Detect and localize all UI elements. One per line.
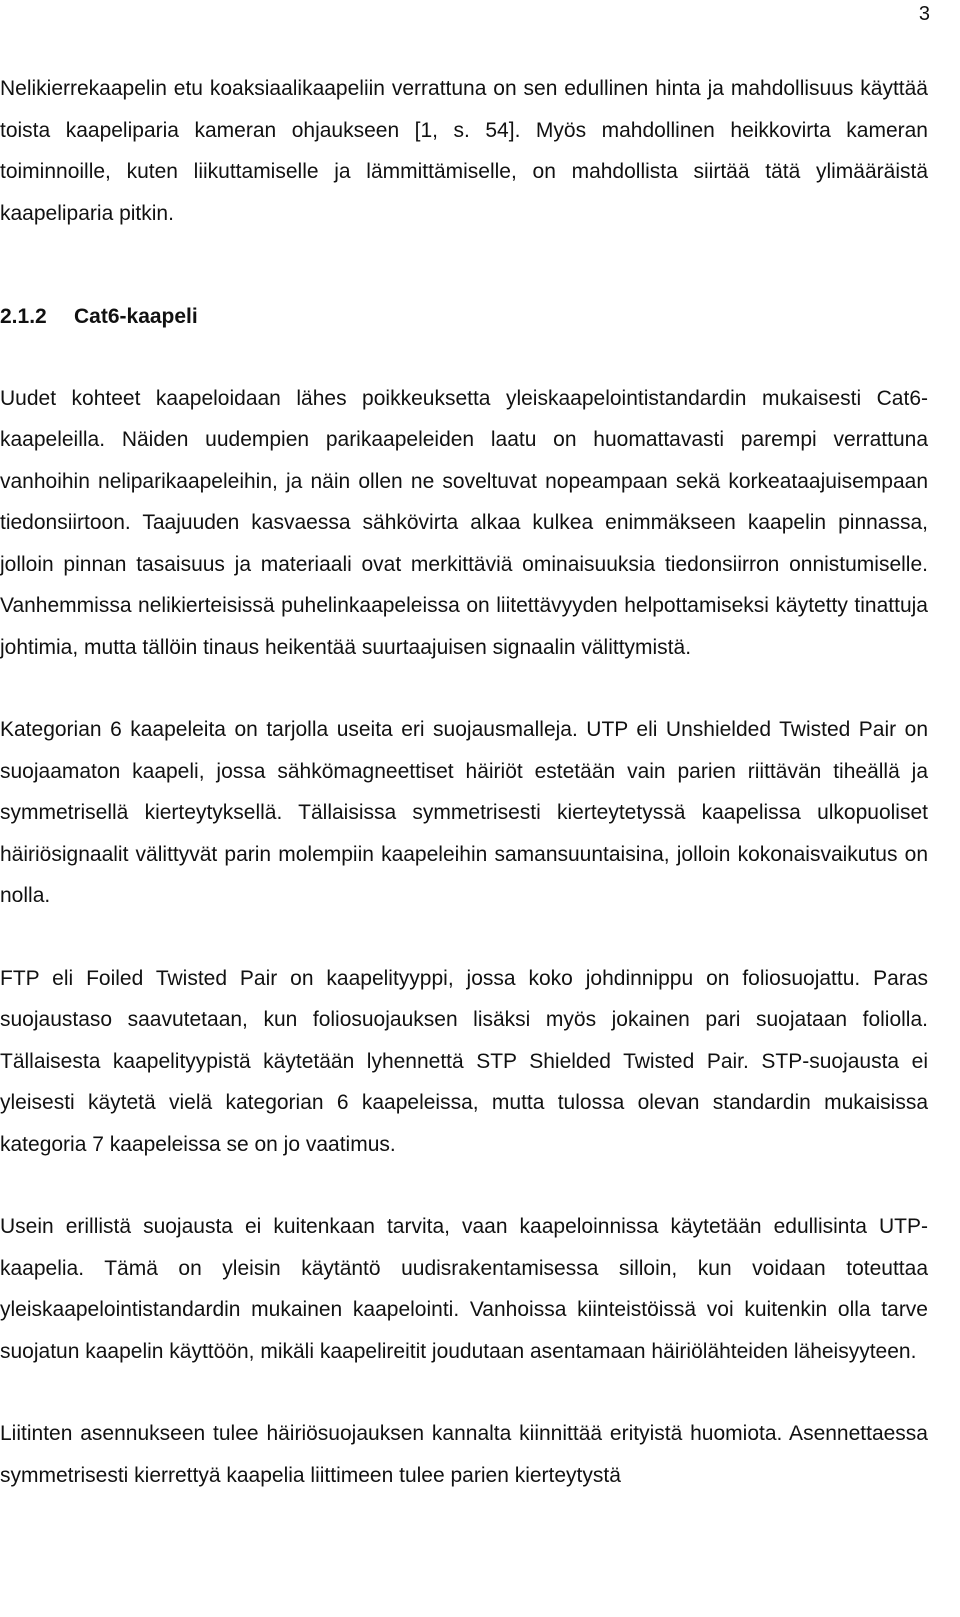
paragraph-utp: Kategorian 6 kaapeleita on tarjolla useita eri suojausmalleja. UTP eli Unshielded Twisted Pair on suojaamaton kaapeli, jossa sähkömagneettiset häiriöt estetään vain parien riittävän tiheällä ja symmetrisellä kierteytyksellä. Tällaisissa symmetrisesti kierteytetyssä kaapelissa ulkopuoliset häiriösignaalit välittyvät parin molempiin kaapeleihin samansuuntaisina, jolloin kokonaisvaikutus on nolla. xyxy=(0,718,928,907)
paragraph-shielding-need: Usein erillistä suojausta ei kuitenkaan tarvita, vaan kaapeloinnissa käytetään edullisinta UTP-kaapelia. Tämä on yleisin käytäntö uudisrakentamisessa silloin, kun voidaan toteuttaa yleiskaapelointistandardin mukainen kaapelointi. Vanhoissa kiinteistöissä voi kuitenkin olla tarve suojatun kaapelin käyttöön, mikäli kaapelireitit joudutaan asentamaan häiriölähteiden läheisyyteen. xyxy=(0,1215,928,1363)
paragraph-cat6-quality: Uudet kohteet kaapeloidaan lähes poikkeuksetta yleiskaapelointistandardin mukaisesti Cat6-kaapeleilla. Näiden uudempien parikaapeleiden laatu on huomattavasti parempi verrattuna vanhoihin neliparikaapeleihin, ja näin ollen ne soveltuvat nopeampaan sekä korkeataajuisempaan tiedonsiirtoon. Taajuuden kasvaessa sähkövirta alkaa kulkea enimmäkseen kaapelin pinnassa, jolloin pinnan tasaisuus ja materiaali ovat merkittäviä ominaisuuksia tiedonsiirron onnistumiselle. Vanhemmissa nelikierteisissä puhelinkaapeleissa on liitettävyyden helpottamiseksi käytetty tinattuja johtimia, mutta tällöin tinaus heikentää suurtaajuisen signaalin välittymistä. xyxy=(0,386,928,659)
section-number: 2.1.2 xyxy=(0,305,47,328)
document-body xyxy=(0,68,928,1496)
section-heading xyxy=(0,296,928,338)
paragraph-ftp-stp: FTP eli Foiled Twisted Pair on kaapelityyppi, jossa koko johdinnippu on foliosuojattu. Paras suojaustaso saavutetaan, kun foliosuojauksen lisäksi myös jokainen pari suojataan foliolla. Tällaisesta kaapelityypistä käytetään lyhennettä STP Shielded Twisted Pair. STP-suojausta ei yleisesti käytetä vielä kategorian 6 kaapeleissa, mutta tulossa olevan standardin mukaisissa kategoria 7 kaapeleissa se on jo vaatimus. xyxy=(0,966,928,1156)
section-title: Cat6-kaapeli xyxy=(74,305,198,328)
page-number: 3 xyxy=(918,3,930,25)
intro-paragraph: Nelikierrekaapelin etu koaksiaalikaapeliin verrattuna on sen edullinen hinta ja mahdollisuus käyttää toista kaapeliparia kameran ohjaukseen [1, s. 54]. Myös mahdollinen heikkovirta kameran toiminnoille, kuten liikuttamiselle ja lämmittämiselle, on mahdollista siirtää tätä ylimääräistä kaapeliparia pitkin. xyxy=(0,77,928,225)
paragraph-connectors: Liitinten asennukseen tulee häiriösuojauksen kannalta kiinnittää erityistä huomiota. Asennettaessa symmetrisesti kierrettyä kaapelia liittimeen tulee parien kierteytystä xyxy=(0,1422,928,1487)
